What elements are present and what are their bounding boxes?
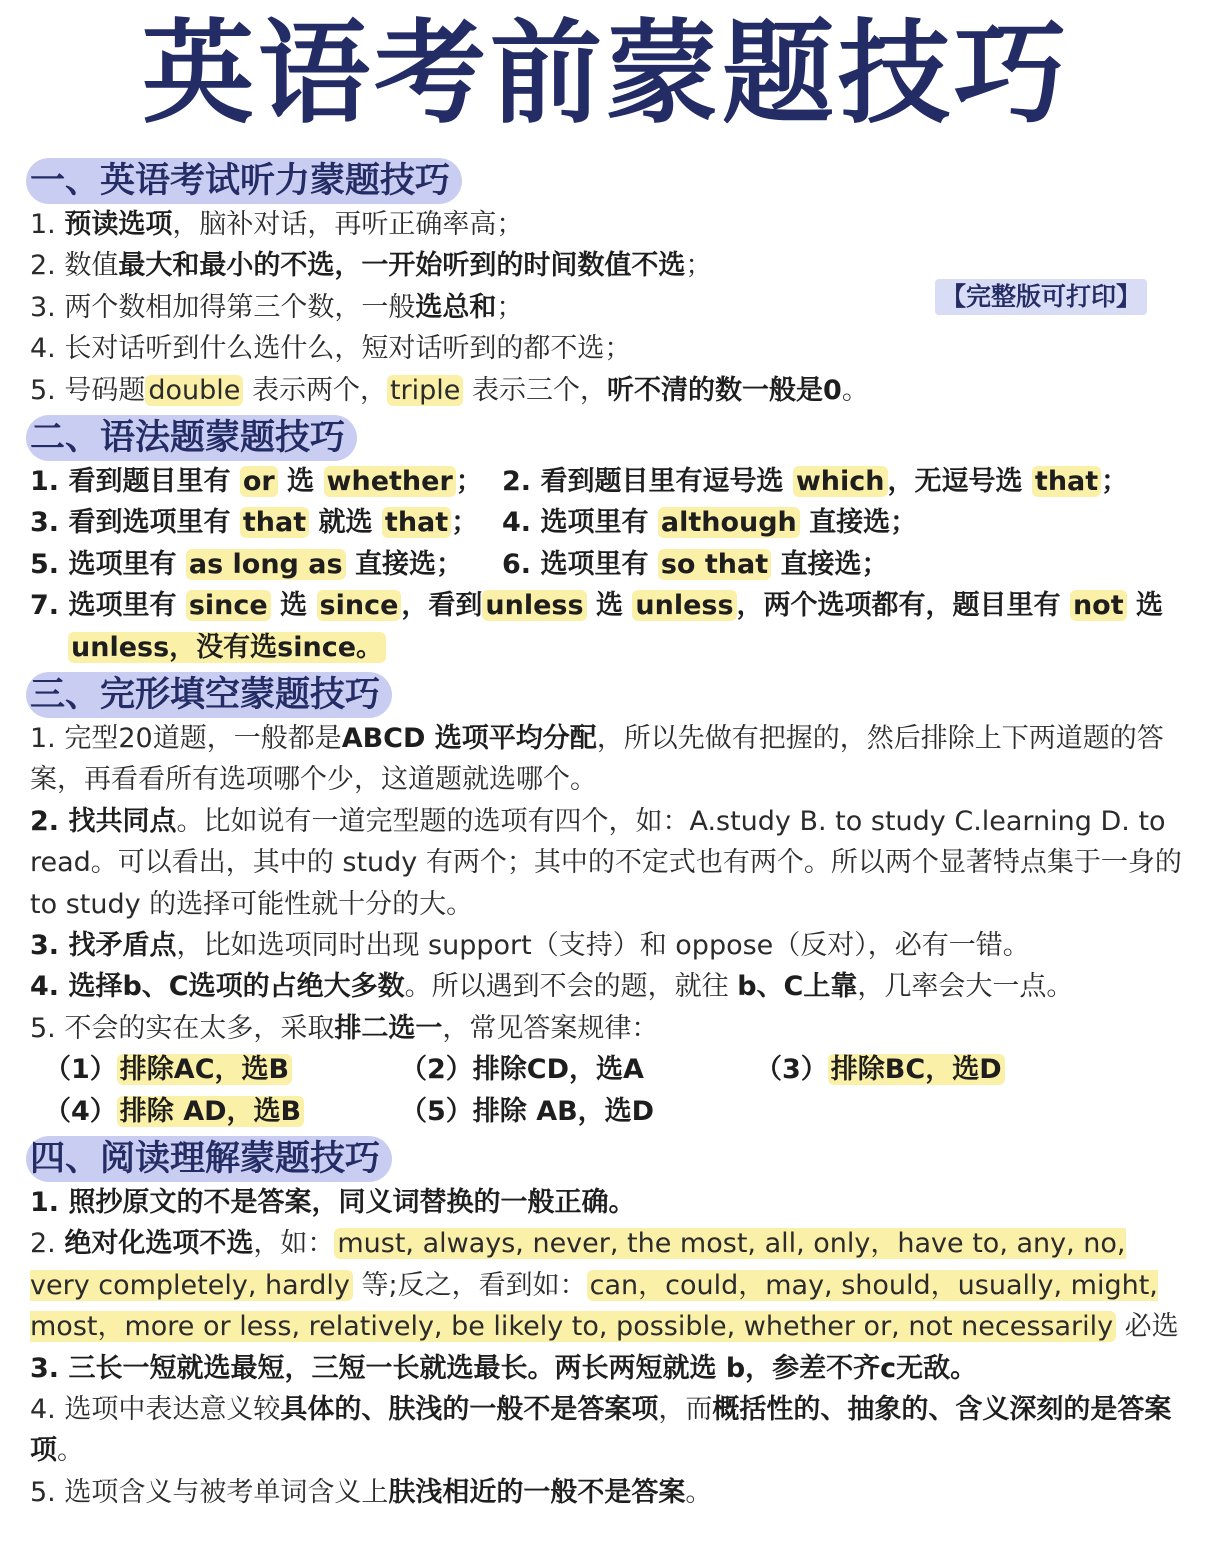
listening-tip-4: 4. 长对话听到什么选什么，短对话听到的都不选； [30,333,632,365]
cloze-tip-2: 2. 找共同点。比如说有一道完型题的选项有四个，如：A.study B. to study C.learning D. to read。可以看出，其中的 study 有两个；其中的不定式也有两个。所以两个显著特点集于一身的to study 的选择可能性就十分的大。 [30,805,1182,920]
reading-tip-5: 5. 选项含义与被考单词含义上肤浅相近的一般不是答案。 [30,1476,713,1508]
section-header-grammar: 二、语法题蒙题技巧 [26,415,357,461]
cloze-option-2: （2）排除CD，选A [400,1054,644,1086]
section-header-cloze: 三、完形填空蒙题技巧 [26,672,392,718]
cloze-tip-5: 5. 不会的实在太多，采取排二选一，常见答案规律： [30,1012,659,1044]
grammar-row-3: 5. 选项里有 as long as 直接选； 6. 选项里有 so that 直接选； [30,548,889,580]
cloze-options-row-1 [30,1049,1190,1090]
grammar-row-2: 3. 看到选项里有 that 就选 that ； 4. 选项里有 although 直接选； [30,507,918,539]
grammar-row-1: 1. 看到题目里有 or 选 whether ； 2. 看到题目里有逗号选 which ，无逗号选 that ； [30,466,1129,498]
reading-tip-1: 1. 照抄原文的不是答案，同义词替换的一般正确。 [30,1187,636,1219]
cloze-option-5: （5）排除 AB，选D [400,1095,655,1127]
listening-tip-3: 3. 两个数相加得第三个数，一般选总和； [30,291,524,323]
listening-tip-1: 1. 预读选项，脑补对话，再听正确率高； [30,209,524,240]
content [30,154,1190,1513]
cloze-tip-1: 1. 完型20道题，一般都是ABCD 选项平均分配，所以先做有把握的，然后排除上下两道题的答案，再看看所有选项哪个少，这道题就选哪个。 [30,723,1164,796]
reading-tip-2: 2. 绝对化选项不选，如： must, always, never, the most, all, only，have to, any, no, very completely, hardly 等;反之，看到如： can，could，may, should，usually, might, most，more or less, relatively, be likely to, possible, whether or, not necessarily 必选 [30,1228,1179,1343]
grammar-row-4: 7. 选项里有 since 选 since ，看到 unless 选 unless ，两个选项都有，题目里有 not 选 [30,590,1164,622]
section-header-listening: 一、英语考试听力蒙题技巧 [26,158,462,204]
page-title: 英语考前蒙题技巧 [142,9,1070,139]
reading-tip-4: 4. 选项中表达意义较具体的、肤浅的一般不是答案项，而概括性的、抽象的、含义深刻的是答案项。 [30,1394,1172,1467]
cloze-option-4: （4） 排除 AD，选B [44,1091,304,1132]
listening-tip-2: 2. 数值最大和最小的不选，一开始听到的时间数值不选； [30,250,713,282]
section-header-reading: 四、阅读理解蒙题技巧 [26,1136,392,1182]
cloze-option-1: （1） 排除AC，选B [44,1049,292,1090]
print-tag: 【完整版可打印】 [935,279,1147,315]
cloze-options-row-2 [30,1091,1190,1132]
cloze-tip-3: 3. 找矛盾点，比如选项同时出现 support（支持）和 oppose（反对），必有一错。 [30,930,1030,962]
cloze-tip-4: 4. 选择b、C选项的占绝大多数。所以遇到不会的题，就往 b、C上靠，几率会大一点。 [30,971,1074,1003]
reading-tip-3: 3. 三长一短就选最短，三短一长就选最长。两长两短就选 b，参差不齐c无敌。 [30,1352,978,1384]
listening-tip-5: 5. 号码题 double 表示两个， triple 表示三个，听不清的数一般是0。 [30,374,869,406]
cloze-option-3: （3） 排除BC，选D [755,1049,1005,1090]
grammar-row-5: unless，没有选since。 [30,627,1190,668]
